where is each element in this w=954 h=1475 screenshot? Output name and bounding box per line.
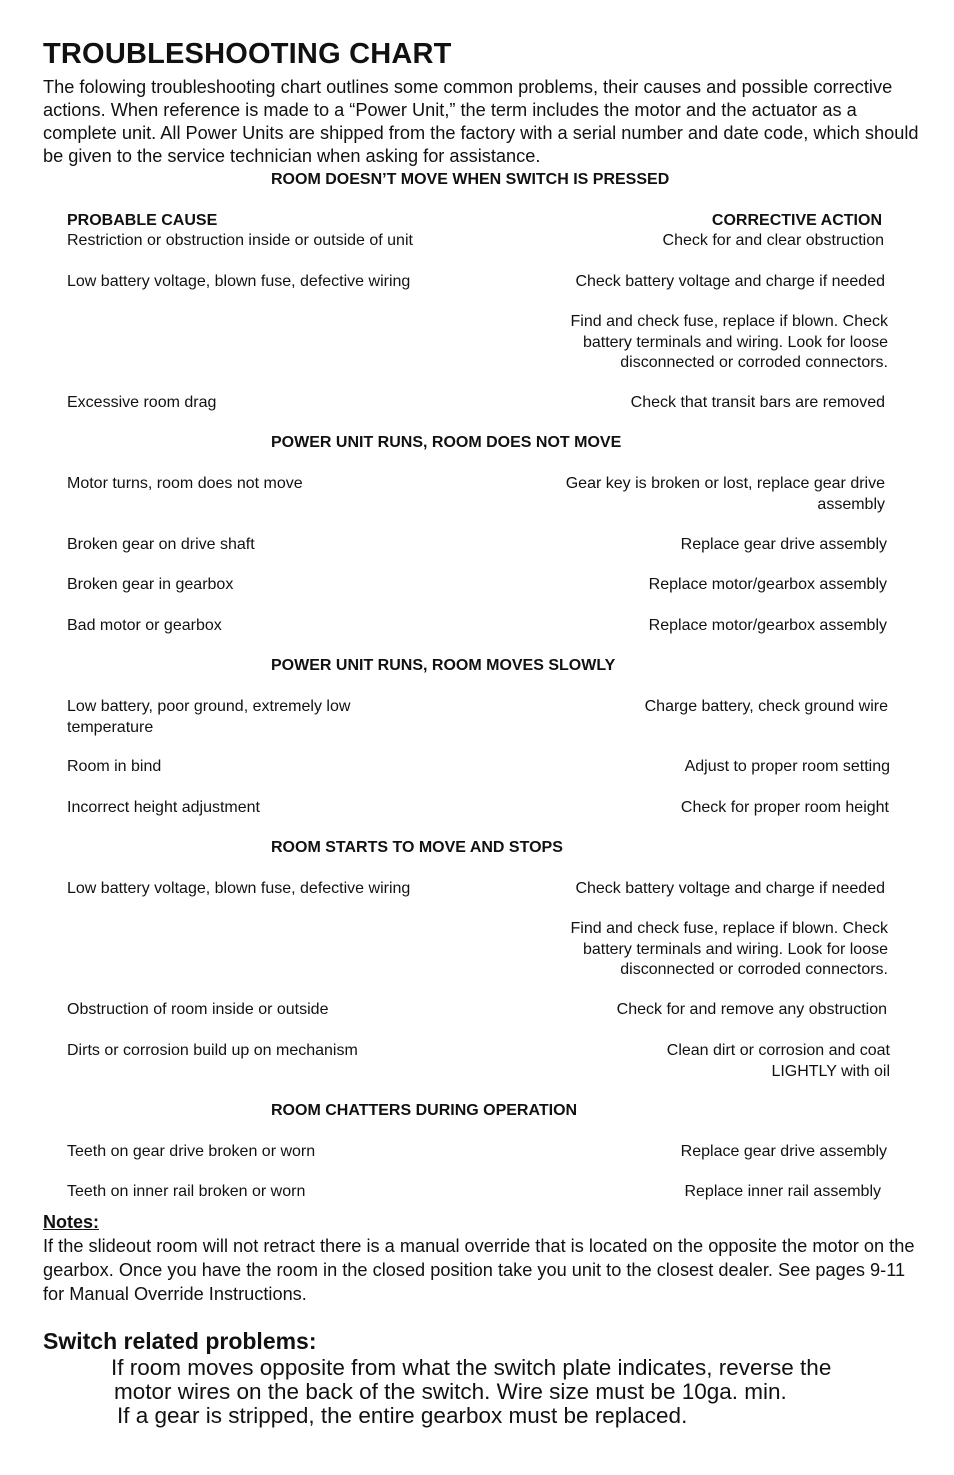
- cause-text: Bad motor or gearbox: [67, 617, 222, 634]
- cause-text: Teeth on inner rail broken or worn: [67, 1183, 306, 1200]
- cause-text: Low battery voltage, blown fuse, defective wiring: [67, 880, 411, 897]
- section-heading: ROOM CHATTERS DURING OPERATION: [271, 1102, 578, 1119]
- probable-cause-header: PROBABLE CAUSE: [67, 212, 218, 229]
- corrective-action-header: CORRECTIVE ACTION: [711, 212, 882, 229]
- page-title: TROUBLESHOOTING CHART: [43, 38, 452, 70]
- cause-text: Room in bind: [67, 758, 162, 775]
- action-text: Charge battery, check ground wire: [644, 698, 888, 715]
- action-text: Replace motor/gearbox assembly: [648, 576, 887, 593]
- cause-text: Restriction or obstruction inside or outside of unit: [67, 232, 413, 249]
- action-text: Check battery voltage and charge if needed: [575, 273, 885, 290]
- action-text: Check for and clear obstruction: [662, 232, 884, 249]
- cause-text: Low battery, poor ground, extremely low temperature: [67, 698, 351, 736]
- cause-text: Low battery voltage, blown fuse, defective wiring: [67, 273, 411, 290]
- notes-label: Notes:: [43, 1212, 100, 1232]
- action-text: Replace motor/gearbox assembly: [648, 617, 887, 634]
- action-text: Adjust to proper room setting: [684, 758, 890, 775]
- action-text: Check for proper room height: [680, 799, 889, 816]
- action-text: Find and check fuse, replace if blown. Check battery terminals and wiring. Look for loose disconnected or corroded connectors.: [570, 313, 888, 371]
- action-text: Replace inner rail assembly: [684, 1183, 881, 1200]
- section-heading: ROOM STARTS TO MOVE AND STOPS: [271, 839, 563, 856]
- cause-text: Motor turns, room does not move: [67, 475, 303, 492]
- switch-problem-line: If room moves opposite from what the switch plate indicates, reverse the: [111, 1355, 832, 1380]
- switch-problems-title: Switch related problems:: [43, 1328, 317, 1354]
- action-text: Replace gear drive assembly: [680, 1143, 887, 1160]
- cause-text: Dirts or corrosion build up on mechanism: [67, 1042, 358, 1059]
- cause-text: Obstruction of room inside or outside: [67, 1001, 329, 1018]
- cause-text: Excessive room drag: [67, 394, 217, 411]
- cause-text: Teeth on gear drive broken or worn: [67, 1143, 316, 1160]
- action-text: Find and check fuse, replace if blown. Check battery terminals and wiring. Look for loose disconnected or corroded connectors.: [570, 920, 888, 978]
- action-text: Check for and remove any obstruction: [616, 1001, 887, 1018]
- action-text: Check battery voltage and charge if needed: [575, 880, 885, 897]
- switch-problem-line: If a gear is stripped, the entire gearbox must be replaced.: [117, 1403, 688, 1428]
- intro-paragraph: The folowing troubleshooting chart outlines some common problems, their causes and possible corrective actions. When reference is made to a “Power Unit,” the term includes the motor and the actuator as a complete unit. All Power Units are shipped from the factory with a serial number and date code, which should be given to the service technician when asking for assistance.: [43, 77, 919, 166]
- notes-text: If the slideout room will not retract there is a manual override that is located on the opposite the motor on the gearbox. Once you have the room in the closed position take you unit to the closest dealer. See pages 9-11 for Manual Override Instructions.: [43, 1236, 915, 1304]
- action-text: Check that transit bars are removed: [630, 394, 885, 411]
- section-heading: ROOM DOESN’T MOVE WHEN SWITCH IS PRESSED: [271, 171, 670, 188]
- cause-text: Broken gear on drive shaft: [67, 536, 255, 553]
- section-heading: POWER UNIT RUNS, ROOM DOES NOT MOVE: [271, 434, 622, 451]
- switch-problem-line: motor wires on the back of the switch. Wire size must be 10ga. min.: [114, 1379, 787, 1404]
- cause-text: Incorrect height adjustment: [67, 799, 260, 816]
- action-text: Clean dirt or corrosion and coat LIGHTLY with oil: [666, 1042, 890, 1080]
- action-text: Gear key is broken or lost, replace gear drive assembly: [565, 475, 885, 513]
- action-text: Replace gear drive assembly: [680, 536, 887, 553]
- cause-text: Broken gear in gearbox: [67, 576, 234, 593]
- section-heading: POWER UNIT RUNS, ROOM MOVES SLOWLY: [271, 657, 616, 674]
